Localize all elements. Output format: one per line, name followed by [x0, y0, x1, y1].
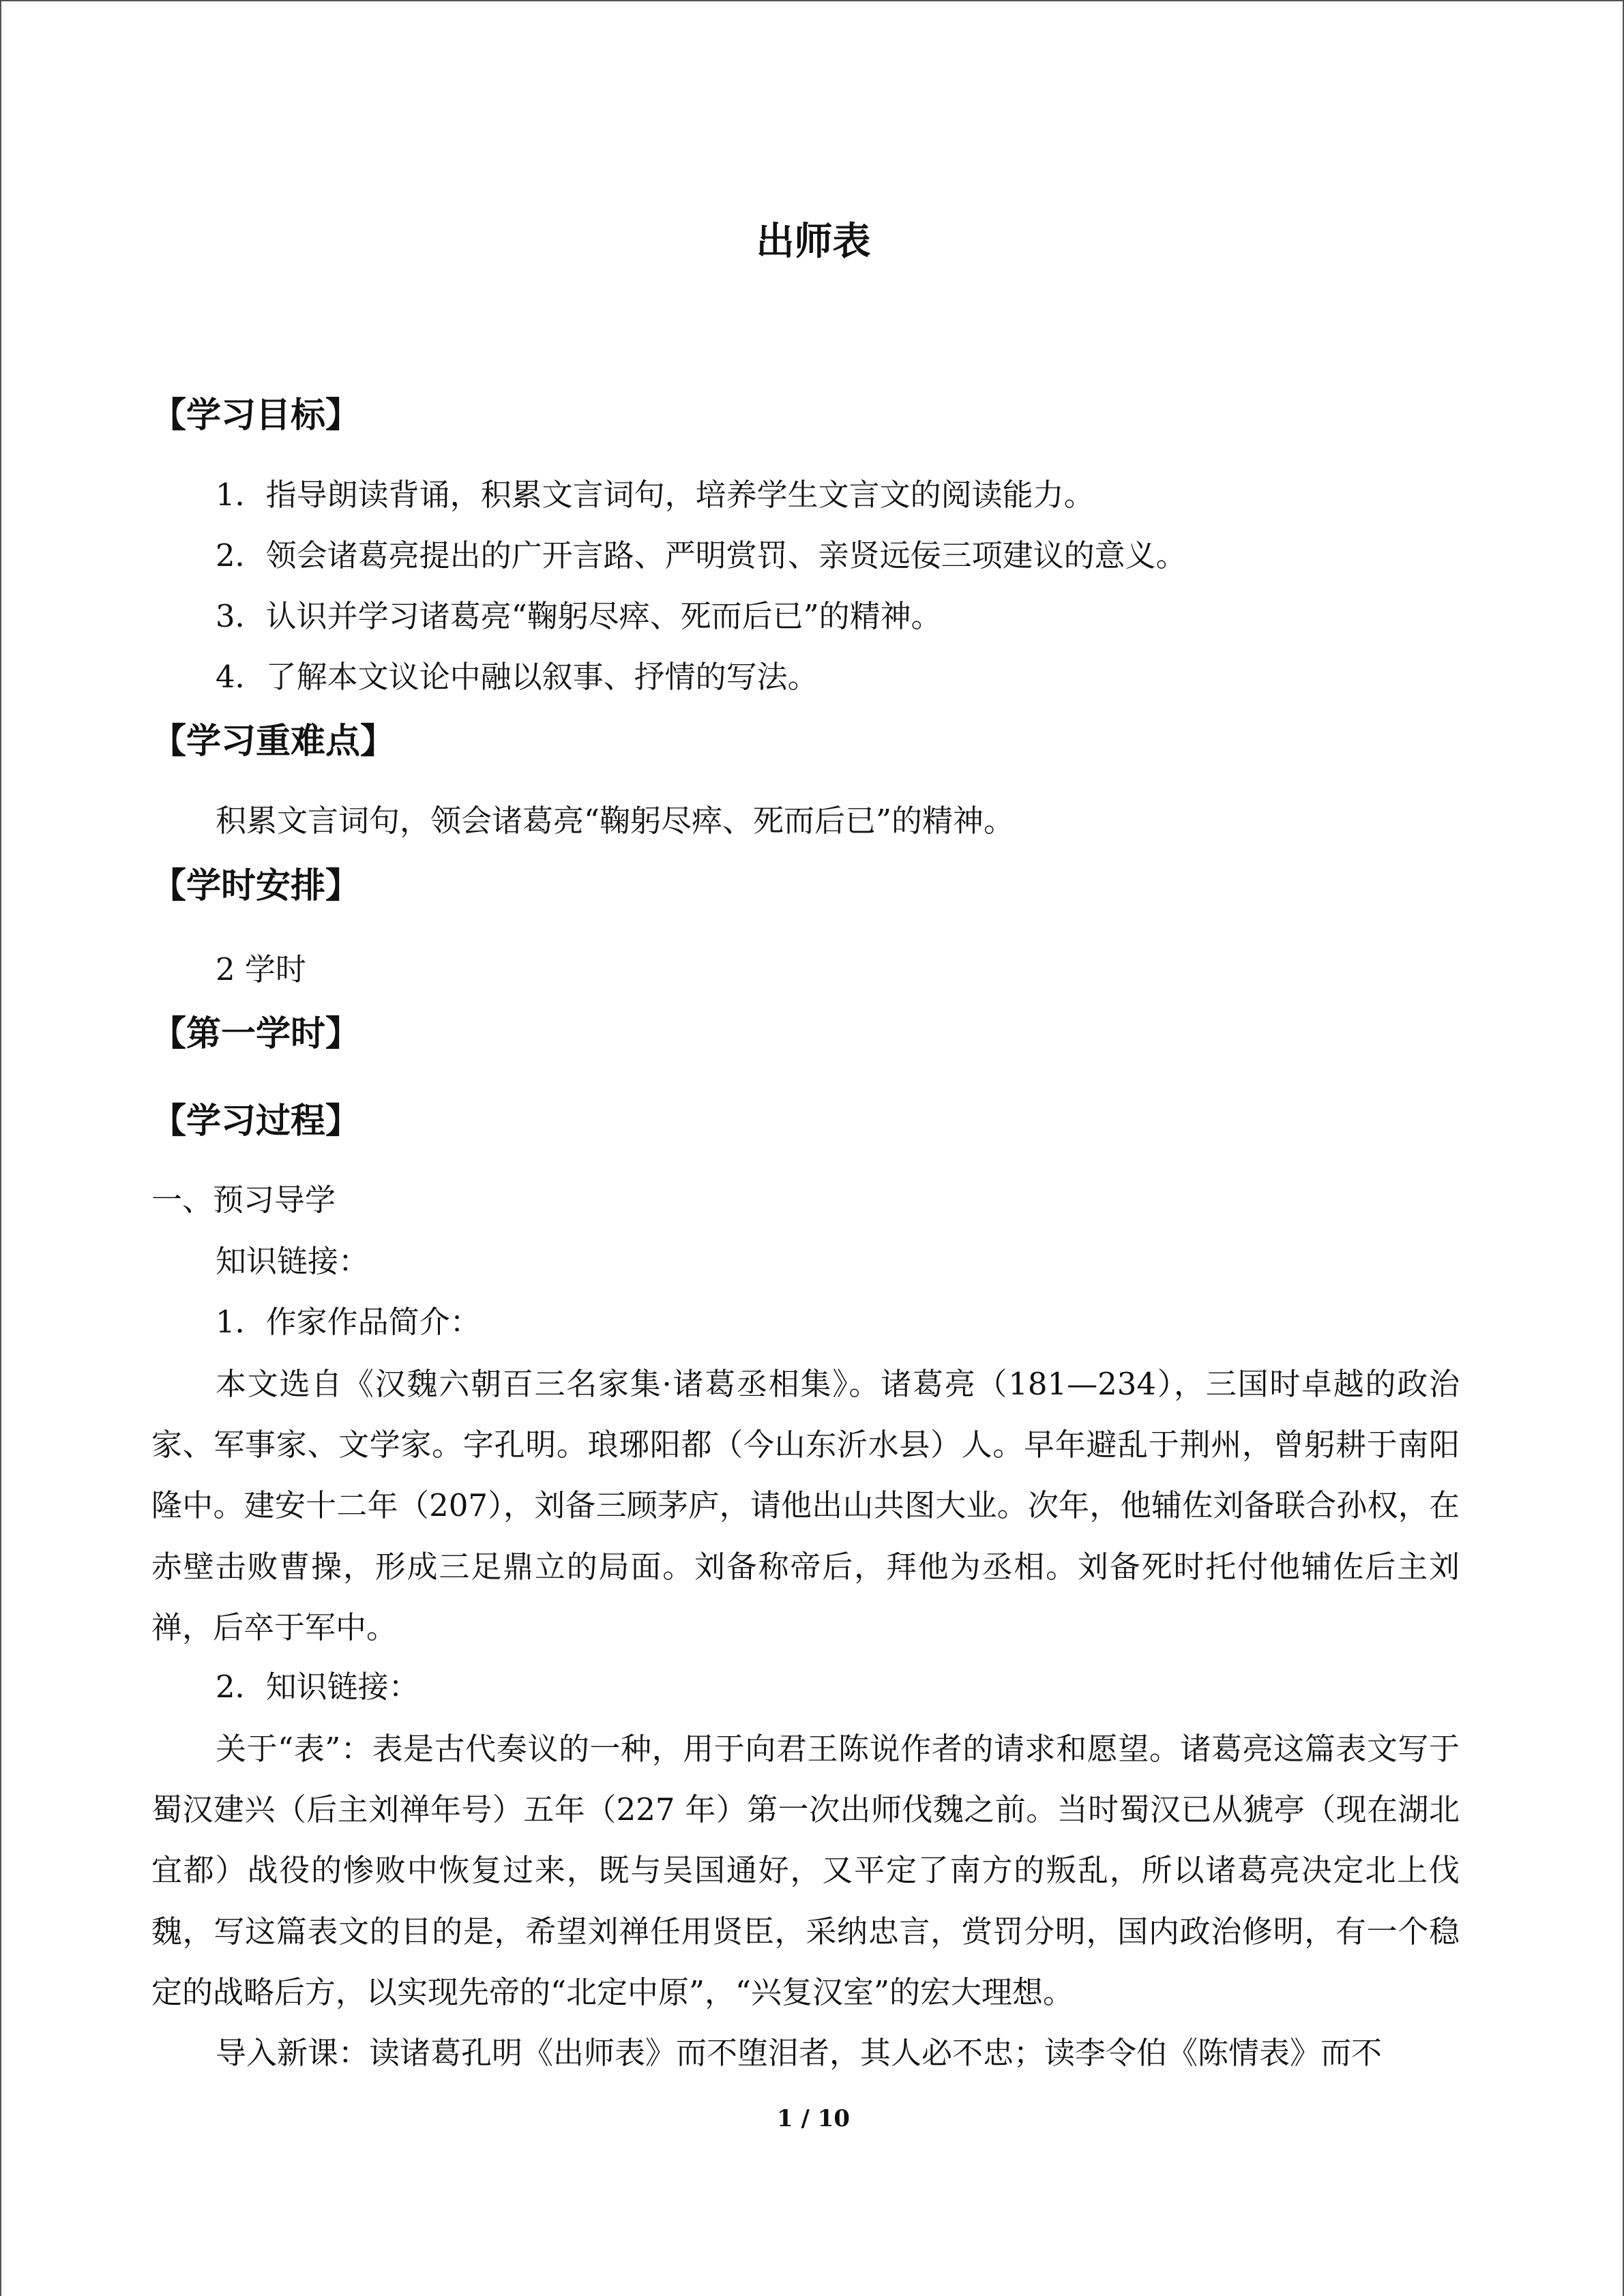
author-intro-paragraph: 本文选自《汉魏六朝百三名家集·诸葛丞相集》。诸葛亮（181—234），三国时卓越的政治家、军事家、文学家。字孔明。琅琊阳都（今山东沂水县）人。早年避乱于荆州，曾躬耕于南阳隆中。建安十二年（207），刘备三顾茅庐，请他出山共图大业。次年，他辅佐刘备联合孙权，在赤壁击败曹操，形成三足鼎立的局面。刘备称帝后，拜他为丞相。刘备死时托付他辅佐后主刘禅，后卒于军中。: [151, 1366, 1460, 1645]
biao-paragraph: 关于“表”：表是古代奏议的一种，用于向君王陈说作者的请求和愿望。诸葛亮这篇表文写于蜀汉建兴（后主刘禅年号）五年（227 年）第一次出师伐魏之前。当时蜀汉已从猇亭（现在湖北宜都）战役的惨败中恢复过来，既与吴国通好，又平定了南方的叛乱，所以诸葛亮决定北上伐魏，写这篇表文的目的是，希望刘禅任用贤臣，采纳忠言，赏罚分明，国内政治修明，有一个稳定的战略后方，以实现先帝的“北定中原”，“兴复汉室”的宏大理想。: [151, 1731, 1460, 2010]
intro-paragraph: 导入新课：读诸葛孔明《出师表》而不堕泪者，其人必不忠；读李令伯《陈情表》而不: [216, 2035, 1383, 2071]
objective-item-2: 2．领会诸葛亮提出的广开言路、严明赏罚、亲贤远佞三项建议的意义。: [216, 537, 1187, 573]
page-number: 1 / 10: [776, 2105, 851, 2132]
knowledge-link-2-label: 2．知识链接：: [216, 1669, 419, 1705]
schedule-heading: 【学时安排】: [151, 866, 361, 906]
key-points-heading: 【学习重难点】: [151, 721, 396, 762]
author-intro-label: 1．作家作品简介：: [216, 1304, 481, 1340]
document-title: 出师表: [756, 220, 871, 264]
objective-item-1: 1．指导朗读背诵，积累文言词句，培养学生文言文的阅读能力。: [216, 477, 1095, 513]
preview-heading: 一、预习导学: [151, 1182, 336, 1218]
first-period-heading: 【第一学时】: [151, 1014, 361, 1054]
objectives-heading: 【学习目标】: [151, 396, 361, 436]
process-heading: 【学习过程】: [151, 1101, 361, 1142]
knowledge-link-label: 知识链接：: [216, 1243, 370, 1279]
objective-item-4: 4．了解本文议论中融以叙事、抒情的写法。: [216, 659, 818, 695]
schedule-text: 2 学时: [216, 951, 306, 987]
key-points-text: 积累文言词句，领会诸葛亮“鞠躬尽瘁、死而后已”的精神。: [216, 803, 1015, 839]
objective-item-3: 3．认识并学习诸葛亮“鞠躬尽瘁、死而后已”的精神。: [216, 598, 942, 634]
